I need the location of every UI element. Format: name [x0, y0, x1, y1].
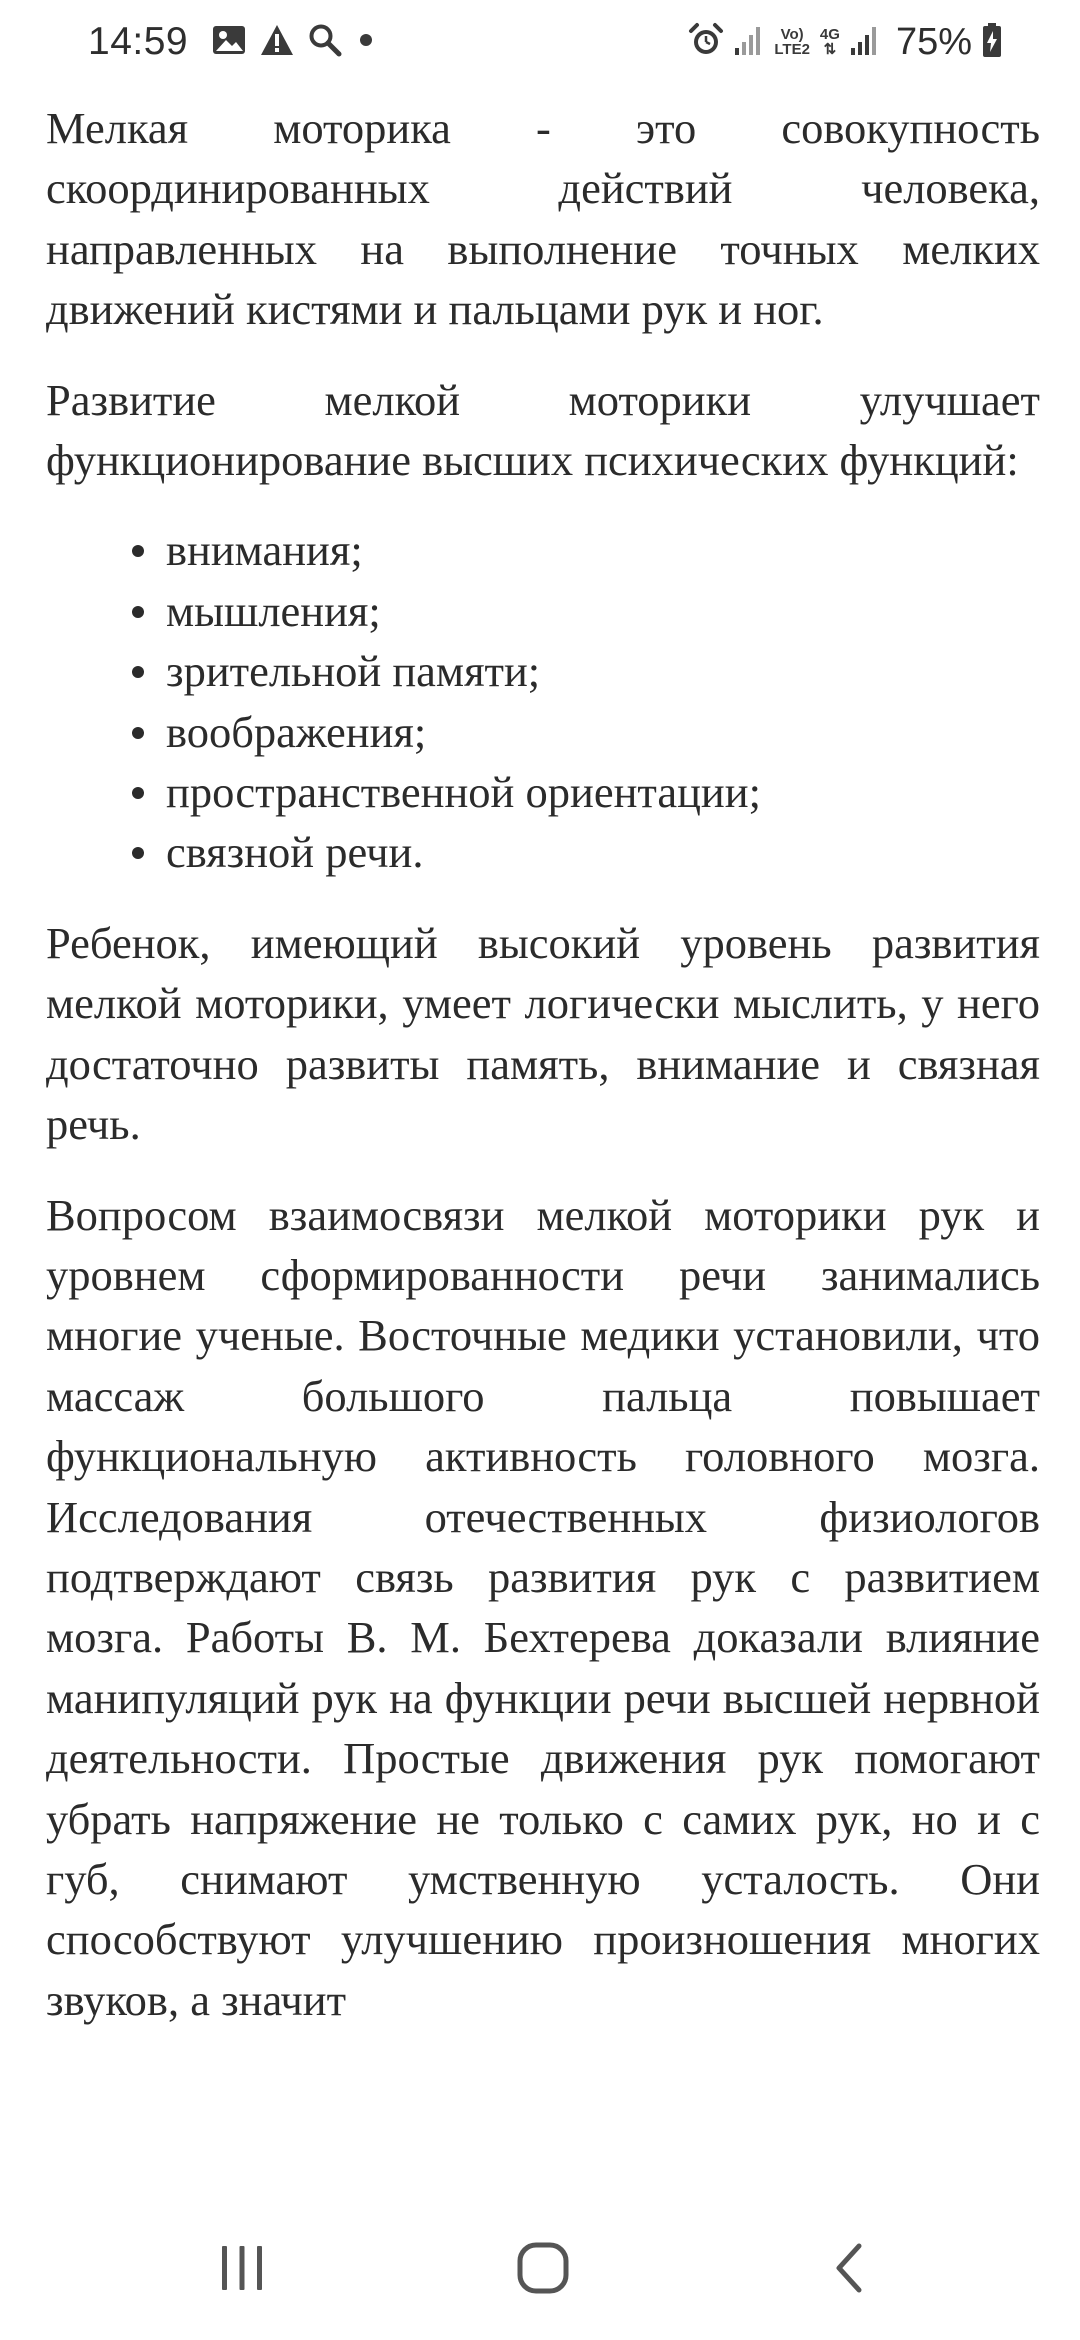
- clock: 14:59: [88, 20, 189, 63]
- signal-weak-icon: [734, 24, 764, 61]
- battery-percent: 75%: [895, 20, 972, 63]
- 4g-arrows-badge: [820, 27, 840, 57]
- article-content: [46, 98, 1040, 2060]
- list-item: мышления;: [166, 581, 1040, 641]
- lte2-label: LTE2: [774, 41, 810, 58]
- status-left: [88, 16, 376, 68]
- list-item: зрительной памяти;: [166, 641, 1040, 701]
- volte-label: Vo): [780, 26, 804, 43]
- 4g-label: 4G: [819, 26, 840, 43]
- dot-icon: [356, 30, 376, 55]
- data-arrows-icon: ⇅: [823, 41, 837, 58]
- home-button[interactable]: [488, 2222, 598, 2318]
- list-item: внимания;: [166, 520, 1040, 580]
- back-icon: [829, 2240, 869, 2301]
- search-icon: [308, 23, 342, 62]
- paragraph-research: Вопросом взаимосвязи мелкой моторики рук и уровнем сформированности речи занимались многие ученые. Восточные медики установили, что массаж большого пальца повышает функциональную активность головного мозга. Исследования отечественных физиологов подтверждают связь развития рук с развитием мозга. Работы В. М. Бехтерева доказали влияние манипуляций рук на функции речи высшей нервной деятельности. Простые движения рук помогают убрать напряжение не только с самих рук, но и с губ, снимают умственную усталость. Они способствуют улучшению произношения многих звуков, а значит: [46, 1189, 1040, 2025]
- paragraph-child: Ребенок, имеющий высокий уровень развития мелкой моторики, умеет логически мыслить, у него достаточно развиты память, внимание и связная речь.: [46, 917, 1040, 1150]
- home-icon: [515, 2240, 571, 2301]
- list-item: воображения;: [166, 702, 1040, 762]
- signal-icon: [850, 24, 880, 61]
- recent-apps-icon: [216, 2242, 268, 2299]
- battery-charging-icon: [982, 22, 1002, 63]
- volte-lte2-badge: [774, 27, 810, 57]
- paragraph-development: Развитие мелкой моторики улучшает функционирование высших психических функций:: [46, 374, 1040, 486]
- recent-apps-button[interactable]: [187, 2222, 297, 2318]
- alarm-icon: [688, 22, 724, 63]
- status-bar: [0, 0, 1080, 84]
- gallery-icon: [212, 25, 246, 60]
- navigation-bar: [0, 2206, 1080, 2340]
- status-right: [688, 16, 1002, 68]
- list-item: пространственной ориентации;: [166, 762, 1040, 822]
- back-button[interactable]: [794, 2222, 904, 2318]
- warning-icon: [260, 24, 294, 61]
- paragraph-definition: Мелкая моторика - это совокупность скоординированных действий человека, направленных на выполнение точных мелких движений кистями и пальцами рук и ног.: [46, 103, 1040, 335]
- list-item: связной речи.: [166, 822, 1040, 882]
- functions-list: [46, 520, 1040, 882]
